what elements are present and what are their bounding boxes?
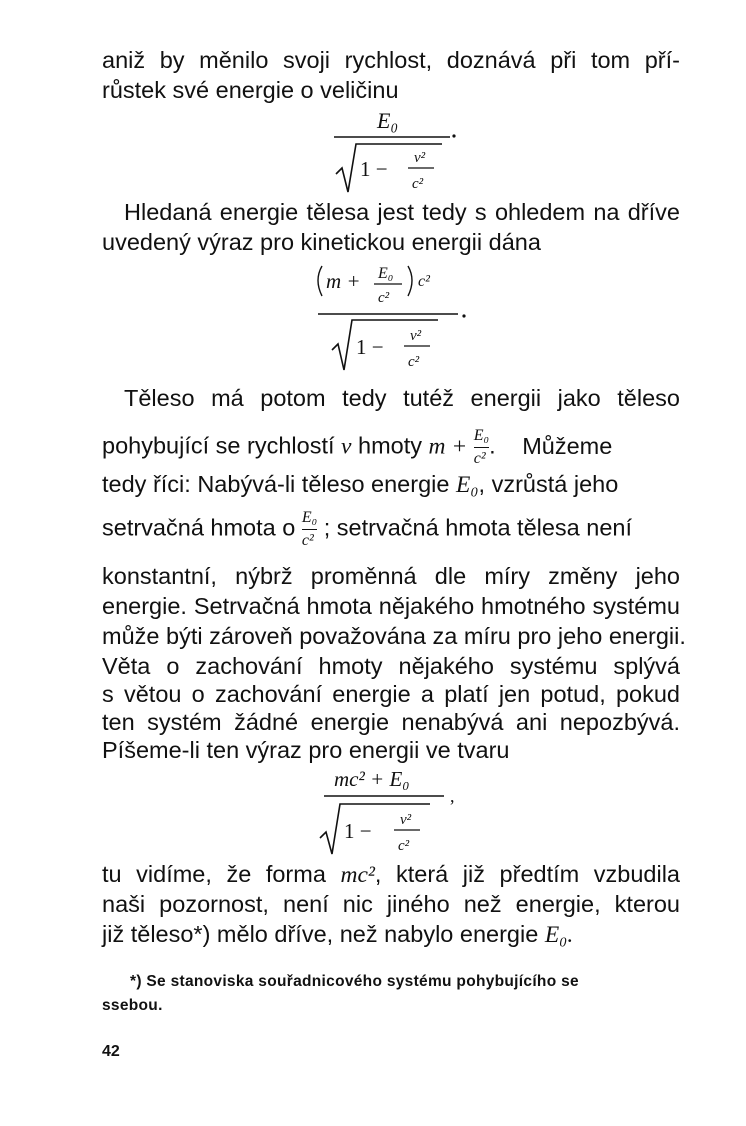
- formula-energy-form: [312, 764, 462, 856]
- text-line: ten systém žádné energie nenabývá ani nepozbývá.: [102, 709, 680, 735]
- footnote-text: Se stanoviska souřadnicového systému pohybujícího se: [146, 973, 579, 990]
- svg-text:E₀: E₀: [378, 265, 394, 282]
- text-line: Věta o zachování hmoty nějakého systému splývá: [102, 653, 680, 679]
- svg-text:1 −: 1 −: [356, 335, 384, 359]
- svg-text:c²: c²: [378, 290, 390, 306]
- text-line: Hledaná energie tělesa jest tedy s ohledem na dříve: [124, 199, 680, 225]
- text-line: Píšeme-li ten výraz pro energii ve tvaru: [102, 737, 510, 763]
- text-line: naši pozornost, není nic jiného než energie, kterou: [102, 891, 680, 917]
- text-line: již těleso*) mělo dříve, než nabylo energie E₀.: [102, 921, 574, 948]
- text-line: aniž by měnilo svoji rychlost, doznává při tom pří-: [102, 47, 680, 73]
- text-line-with-fraction: pohybující se rychlostí v hmoty m + $\frac{\text{E₀}}{\text{c²}}$ . Můžeme: [102, 427, 613, 467]
- formula-v2: v²: [414, 150, 426, 166]
- text-line: uvedený výraz pro kinetickou energii dána: [102, 229, 541, 255]
- text-line: růstek své energie o veličinu: [102, 77, 399, 103]
- formula-mc2-plus-e0: mc² + E₀: [334, 767, 410, 791]
- svg-text:c²: c²: [418, 273, 430, 290]
- text-line: Těleso má potom tedy tutéž energii jako těleso: [124, 385, 680, 411]
- page-number: 42: [102, 1043, 120, 1060]
- svg-text:v²: v²: [410, 328, 422, 344]
- svg-text:v²: v²: [400, 812, 412, 828]
- formula-total-energy: [308, 258, 468, 376]
- formula-numerator: E₀: [377, 108, 399, 133]
- text-line: energie. Setrvačná hmota nějakého hmotného systému: [102, 593, 680, 619]
- inline-fraction: $\frac{\text{E₀}}{\text{c²}}$: [473, 427, 490, 467]
- formula-one-minus: 1 −: [360, 157, 388, 181]
- svg-text:c²: c²: [408, 354, 420, 370]
- inline-fraction: $\frac{\text{E₀}}{\text{c²}}$: [301, 509, 318, 549]
- formula-m-plus: m +: [326, 269, 361, 293]
- footnote: [102, 970, 680, 994]
- footnote-continuation: ssebou.: [102, 997, 163, 1014]
- svg-text:1 −: 1 −: [344, 819, 372, 843]
- formula-energy-increment: [322, 104, 462, 196]
- text-line: konstantní, nýbrž proměnná dle míry změny jeho: [102, 563, 680, 589]
- text-line: tu vidíme, že forma mc², která již předtím vzbudila: [102, 861, 680, 888]
- formula-c2: c²: [412, 176, 424, 192]
- text-line: tedy říci: Nabývá-li těleso energie E₀, vzrůstá jeho: [102, 471, 619, 498]
- text-line: s větou o zachování energie a platí jen potud, pokud: [102, 681, 680, 707]
- svg-text:c²: c²: [398, 838, 410, 854]
- text-line-with-fraction: setrvačná hmota o $\frac{\text{E₀}}{\text{c²}}$ ; setrvačná hmota tělesa není: [102, 509, 633, 549]
- footnote-marker: *): [130, 973, 142, 990]
- text-line: může býti zároveň považována za míru pro jeho energii.: [102, 623, 686, 649]
- svg-text:,: ,: [450, 786, 455, 806]
